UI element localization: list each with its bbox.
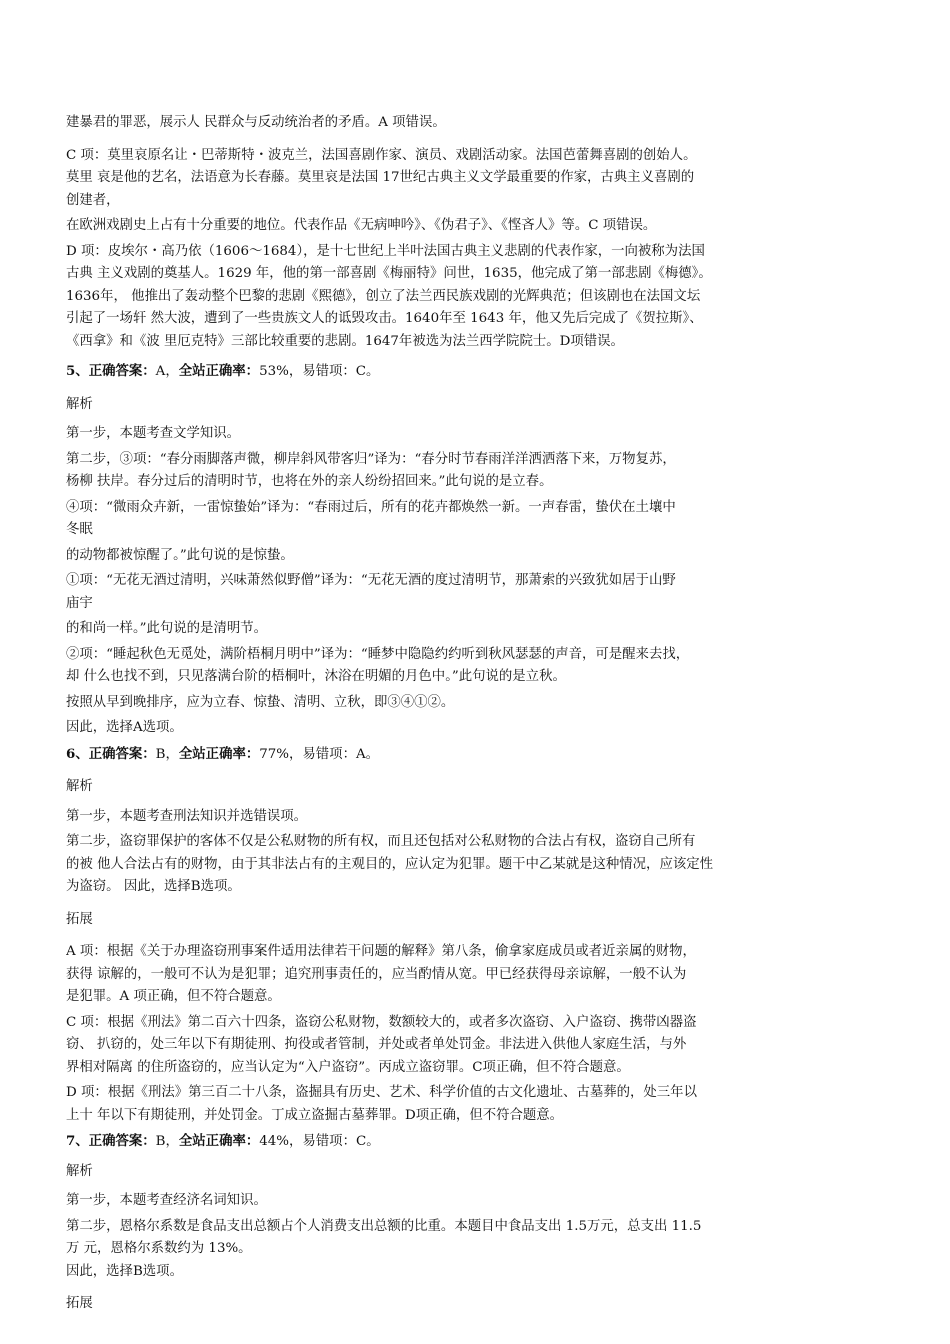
text-line: 上十 年以下有期徒刑，并处罚金。丁成立盗掘古墓葬罪。D项正确，但不符合题意。 <box>66 1107 564 1123</box>
section-label-extension: 拓展 <box>66 911 93 927</box>
text-line: 因此，选择A选项。 <box>66 720 183 735</box>
accuracy-label: 全站正确率： <box>178 1133 260 1149</box>
answer-value: B， <box>155 746 179 762</box>
document-page <box>66 112 886 1316</box>
accuracy-value: 44%，易错项：C。 <box>259 1134 380 1149</box>
text-line: C 项：根据《刑法》第二百六十四条，盗窃公私财物，数额较大的，或者多次盗窃、入户盗窃、携带凶器盗 <box>66 1014 697 1030</box>
answer-number-label: 6、正确答案： <box>66 745 156 762</box>
text-line: D 项：根据《刑法》第三百二十八条，盗掘具有历史、艺术、科学价值的古文化遗址、古墓葬的，处三年以 <box>66 1085 697 1100</box>
text-line: 在欧洲戏剧史上占有十分重要的地位。代表作品《无病呻吟》、《伪君子》、《悭吝人》等。C 项错误。 <box>66 218 657 233</box>
text-line: ①项：“无花无酒过清明，兴味萧然似野僧”译为：“无花无酒的度过清明节，那萧索的兴致犹如居于山野 <box>66 573 676 588</box>
text-line: 莫里 哀是他的艺名，法语意为长春藤。莫里哀是法国 17世纪古典主义文学最重要的作家，古典主义喜剧的 <box>66 170 695 185</box>
text-line: 冬眠 <box>66 522 93 537</box>
answer-heading-5 <box>66 360 886 384</box>
answer-heading-6 <box>66 743 886 767</box>
text-line: 却 什么也找不到，只见落满台阶的梧桐叶，沐浴在明媚的月色中。”此句说的是立秋。 <box>66 669 566 684</box>
text-line: ④项：“微雨众卉新，一雷惊蛰始”译为：“春雨过后，所有的花卉都焕然一新。一声春雷，蛰伏在土壤中 <box>66 499 676 515</box>
text-line: 获得 谅解的，一般可不认为是犯罪；追究刑事责任的，应当酌情从宽。甲已经获得母亲谅解，一般不认为 <box>66 966 687 982</box>
section-label-extension: 拓展 <box>66 1296 93 1311</box>
text-line: 杨柳 扶岸。春分过后的清明时节，也将在外的亲人纷纷招回来。”此句说的是立春。 <box>66 474 553 489</box>
text-line: 《西拿》和《波 里厄克特》三部比较重要的悲剧。1647年被选为法兰西学院院士。D项错误。 <box>66 333 624 349</box>
answer-value: A， <box>155 364 179 379</box>
text-line: D 项：皮埃尔・高乃依（1606～1684），是十七世纪上半叶法国古典主义悲剧的代表作家，一向被称为法国 <box>66 243 705 259</box>
text-line: 第二步，③项：“春分雨脚落声微，柳岸斜风带客归”译为：“春分时节春雨洋洋洒洒落下来，万物复苏， <box>66 451 676 467</box>
text-line: 万 元，恩格尔系数约为 13%。 <box>66 1241 252 1256</box>
text-line: 第一步，本题考查经济名词知识。 <box>66 1193 267 1208</box>
text-line: 按照从早到晚排序，应为立春、惊蛰、清明、立秋，即③④①②。 <box>66 694 455 710</box>
answer-number-label: 7、正确答案： <box>66 1133 156 1149</box>
text-line: 的和尚一样。”此句说的是清明节。 <box>66 621 268 636</box>
text-line: 引起了一场轩 然大波，遭到了一些贵族文人的诋毁攻击。1640年至 1643 年，他又先后完成了《贺拉斯》、 <box>66 311 703 326</box>
text-line: 第二步，盗窃罪保护的客体不仅是公私财物的所有权，而且还包括对公私财物的合法占有权，盗窃自己所有 <box>66 834 696 849</box>
text-line: 的动物都被惊醒了。”此句说的是惊蛰。 <box>66 547 294 563</box>
section-label-analysis: 解析 <box>66 779 93 794</box>
text-line: 1636年， 他推出了轰动整个巴黎的悲剧《熙德》，创立了法兰西民族戏剧的光辉典范；但该剧也在法国文坛 <box>66 288 701 304</box>
accuracy-label: 全站正确率： <box>178 363 260 379</box>
text-line: 界相对隔离 的住所盗窃的，应当认定为“入户盗窃”。丙成立盗窃罪。C项正确，但不符合题意。 <box>66 1059 630 1075</box>
accuracy-value: 53%，易错项：C。 <box>259 364 380 379</box>
section-label-analysis: 解析 <box>66 1163 93 1179</box>
text-line: 创建者， <box>66 192 120 208</box>
text-line: 是犯罪。A 项正确，但不符合题意。 <box>66 989 281 1004</box>
text-line: ②项：“睡起秋色无觅处，满阶梧桐月明中”译为：“睡梦中隐隐约约听到秋风瑟瑟的声音，可是醒来去找， <box>66 646 690 662</box>
accuracy-label: 全站正确率： <box>178 745 260 762</box>
accuracy-value: 77%，易错项：A。 <box>259 746 380 762</box>
text-line: 古典 主义戏剧的奠基人。1629 年，他的第一部喜剧《梅丽特》问世，1635，他完成了第一部悲剧《梅德》。 <box>66 266 712 281</box>
text-line: 因此，选择B选项。 <box>66 1263 183 1279</box>
text-line: 第二步，恩格尔系数是食品支出总额占个人消费支出总额的比重。本题目中食品支出 1.5万元，总支出 11.5 <box>66 1218 702 1234</box>
text-line: A 项：根据《关于办理盗窃刑事案件适用法律若干问题的解释》第八条，偷拿家庭成员或者近亲属的财物， <box>66 944 696 959</box>
text-line: 第一步，本题考查文学知识。 <box>66 426 241 441</box>
text-line: 为盗窃。 因此，选择B选项。 <box>66 879 241 894</box>
section-label-analysis: 解析 <box>66 396 93 412</box>
text-line: 的被 他人合法占有的财物，由于其非法占有的主观目的，应认定为犯罪。题干中乙某就是这种情况，应该定性 <box>66 856 714 872</box>
text-line: 建暴君的罪恶，展示人 民群众与反动统治者的矛盾。A 项错误。 <box>66 115 446 130</box>
text-line: 窃、 扒窃的，处三年以下有期徒刑、拘役或者管制，并处或者单处罚金。非法进入供他人家庭生活，与外 <box>66 1037 687 1052</box>
answer-number-label: 5、正确答案： <box>66 363 156 379</box>
text-line: 庙宇 <box>66 595 93 611</box>
answer-heading-7 <box>66 1130 886 1154</box>
answer-value: B， <box>155 1134 179 1149</box>
text-line: 第一步，本题考查刑法知识并选错误项。 <box>66 808 308 824</box>
text-line: C 项：莫里哀原名让・巴蒂斯特・波克兰，法国喜剧作家、演员、戏剧活动家。法国芭蕾舞喜剧的创始人。 <box>66 147 697 163</box>
